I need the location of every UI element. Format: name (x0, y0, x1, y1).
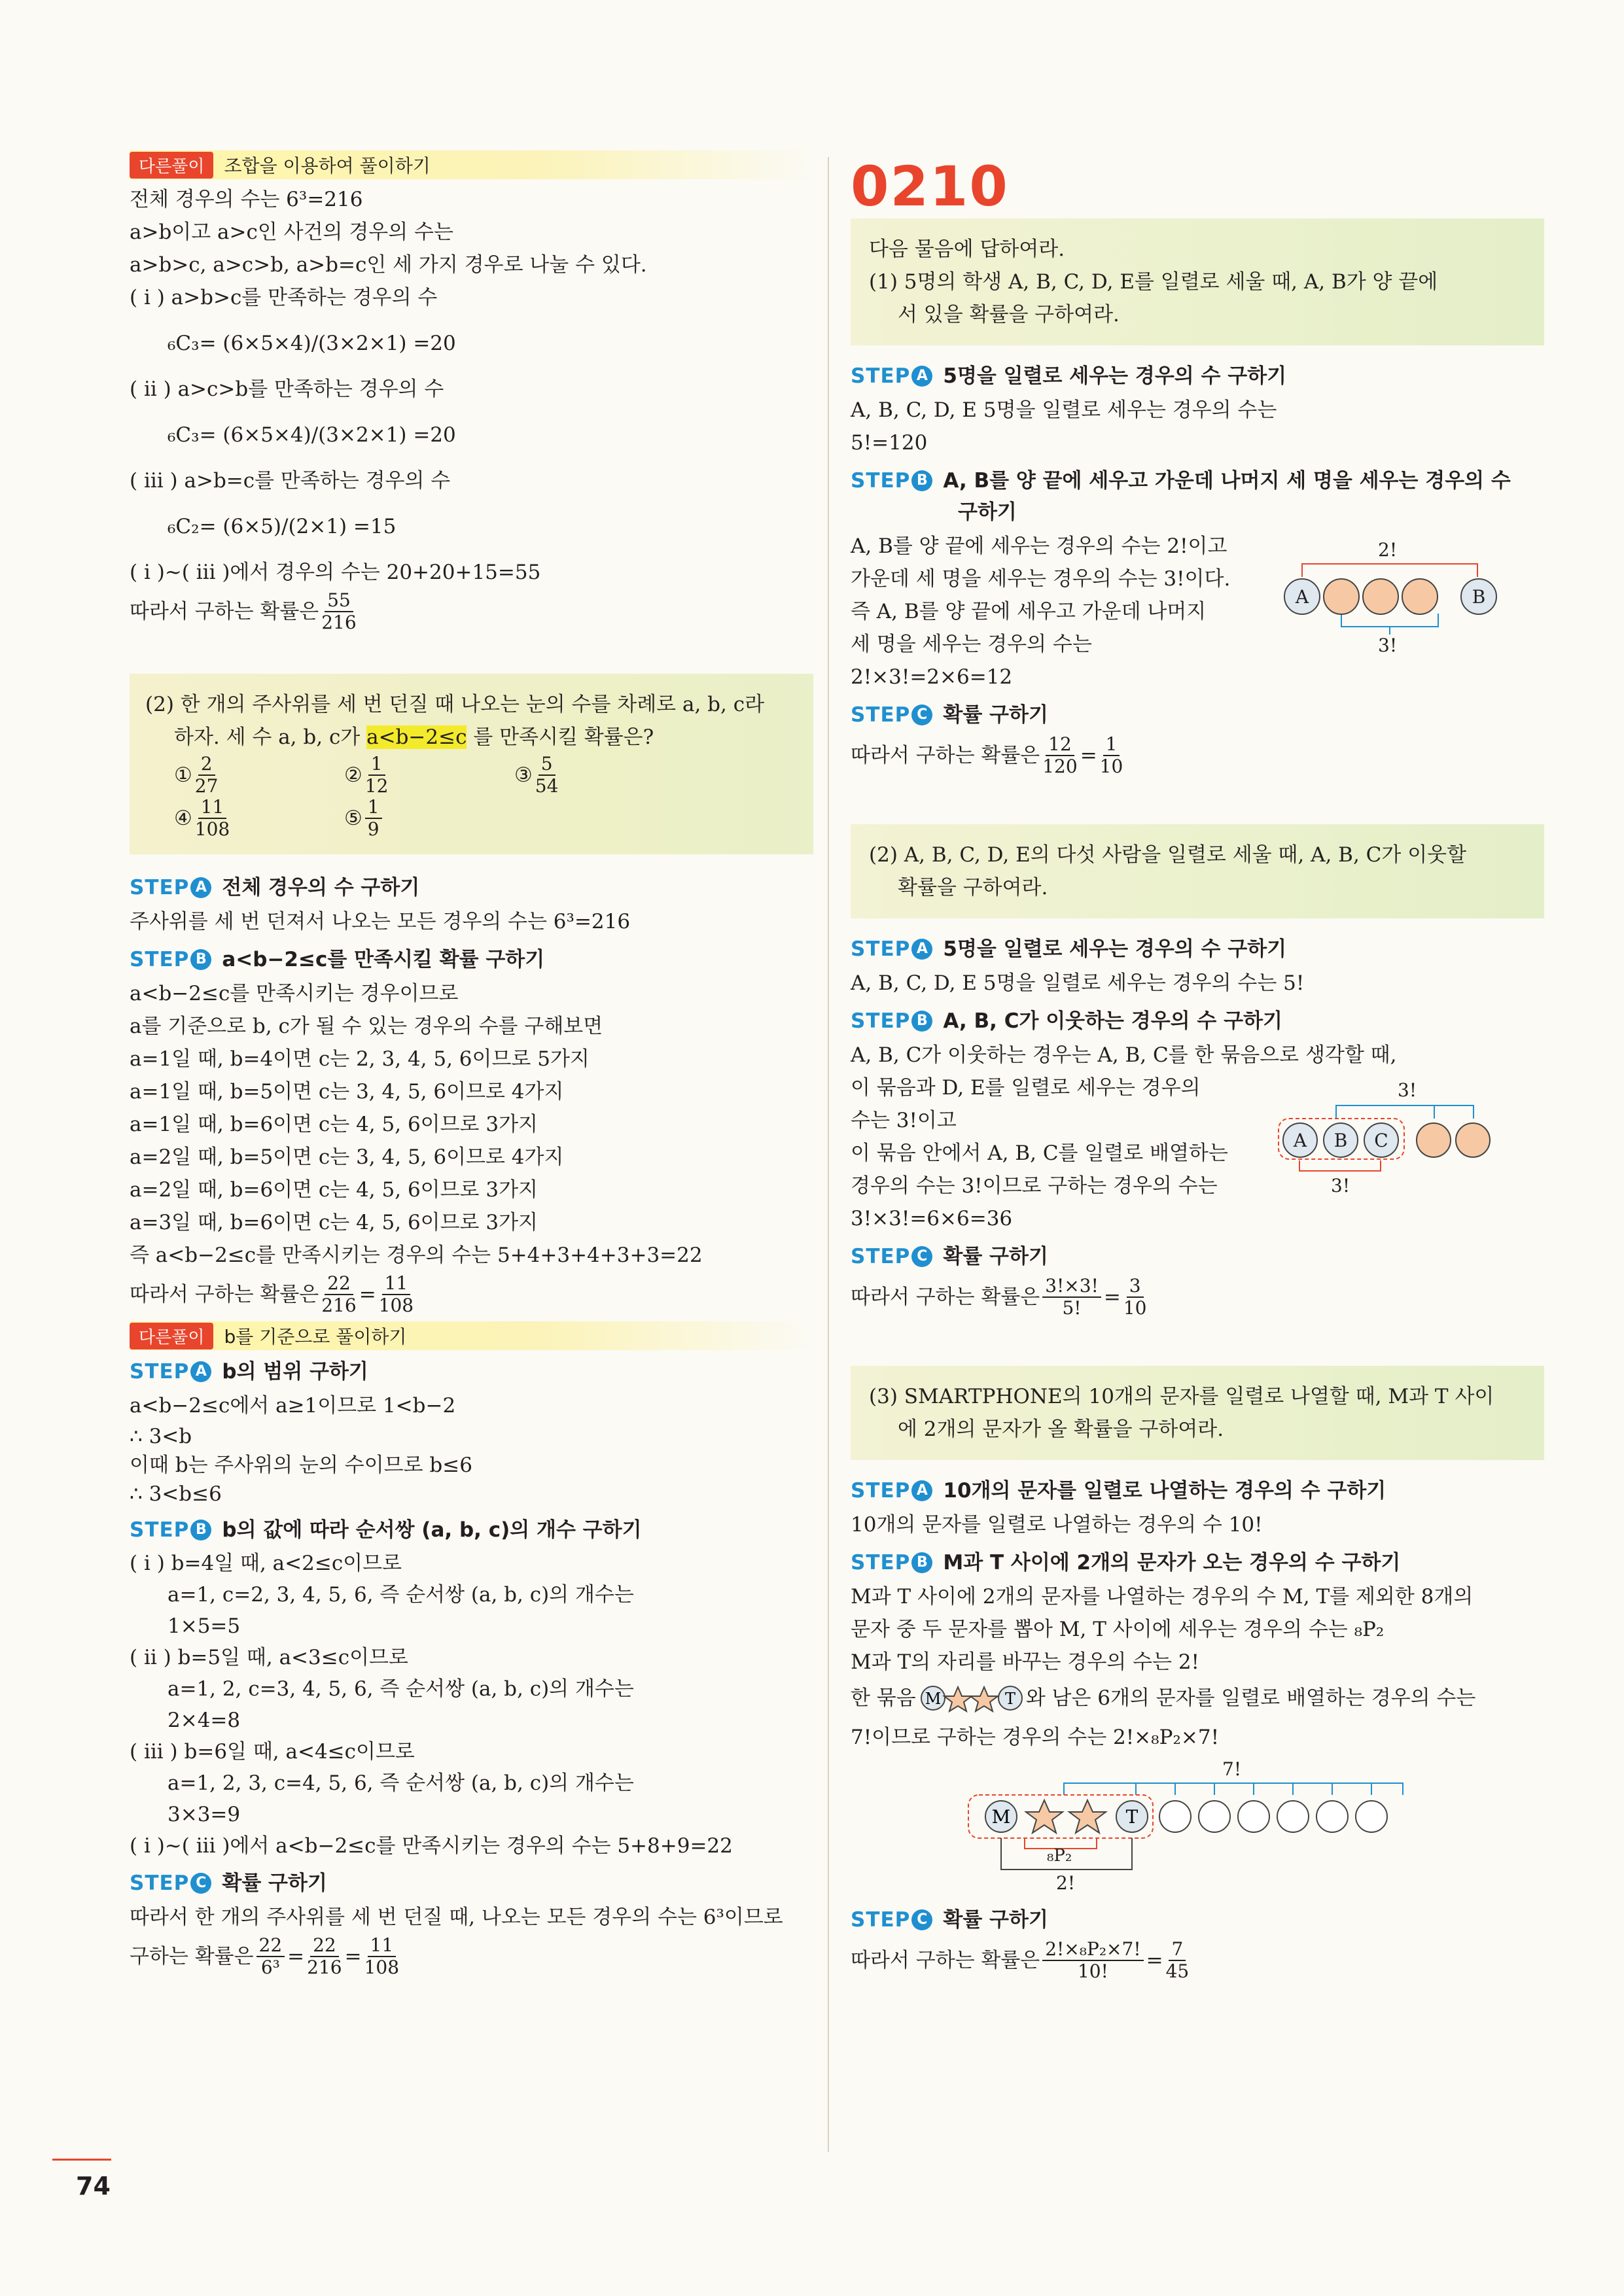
text-line: A, B, C, D, E 5명을 일렬로 세우는 경우의 수는 5! (851, 971, 1305, 995)
denominator: 6³ (260, 1957, 280, 1978)
text-line: 이 묶음과 D, E를 일렬로 세우는 경우의 (851, 1076, 1201, 1100)
step-badge: B (911, 1011, 932, 1032)
step-title: 확률 구하기 (943, 1245, 1048, 1268)
alt-solution-title: b를 기준으로 풀이하기 (224, 1326, 407, 1348)
fraction (195, 797, 230, 840)
final-label: 따라서 구하는 확률은 (851, 1949, 1040, 1972)
step-title: b의 범위 구하기 (222, 1360, 368, 1383)
question-box (851, 824, 1544, 918)
numerator: 1 (1103, 734, 1120, 756)
step-a-heading (130, 1354, 813, 1389)
step-badge: C (190, 1873, 211, 1894)
text-line: A, B, C가 이웃하는 경우는 A, B, C를 한 묶음으로 생각할 때, (851, 1043, 1397, 1067)
numerator: 2 (198, 754, 215, 776)
denominator: 54 (535, 775, 559, 797)
text-line: ( ii ) a>c>b를 만족하는 경우의 수 (130, 377, 444, 401)
text-line: M과 T 사이에 2개의 문자를 나열하는 경우의 수 M, T를 제외한 8개의 (851, 1585, 1474, 1609)
step-title: 전체 경우의 수 구하기 (222, 876, 420, 899)
t-letter: T (1125, 1806, 1139, 1828)
question-text: 하자. 세 수 a, b, c가 (174, 725, 361, 749)
denominator: 10 (1099, 756, 1123, 777)
numerator: 12 (1046, 734, 1074, 756)
text-line: 따라서 구하는 확률은 $\frac{\text{2!×₈P₂×7!}}{10!}$ = $\frac{7}{45}$ (851, 1938, 1190, 1982)
final-label: 따라서 구하는 확률은 (851, 744, 1040, 767)
page-number: 74 (76, 2172, 111, 2200)
text-line: a=1, c=2, 3, 4, 5, 6, 즉 순서쌍 (a, b, c)의 개수는 (168, 1583, 634, 1607)
denominator: 216 (321, 1295, 357, 1316)
circle-middle (1323, 578, 1360, 615)
choice-mark: ③ (514, 763, 533, 787)
fraction (379, 1273, 414, 1316)
text-line: 즉 a<b−2≤c를 만족시키는 경우의 수는 5+4+3+4+3+3=22 (130, 1244, 703, 1267)
step-a-heading (851, 1473, 1544, 1508)
denominator: 216 (321, 612, 357, 633)
numerator: 55 (325, 590, 353, 612)
fraction (1042, 734, 1077, 777)
step-badge: A (190, 1361, 211, 1382)
denominator: 120 (1042, 756, 1078, 777)
circle-b: B (1323, 1122, 1358, 1158)
m-letter: M (925, 1690, 941, 1708)
circle-c: C (1364, 1122, 1399, 1158)
step-badge: B (190, 1520, 211, 1540)
text-line: 따라서 구하는 확률은 $\frac{12}{120}$ = $\frac{1}{10}$ (851, 733, 1123, 777)
alt-solution-tag: 다른풀이 (130, 1323, 213, 1349)
step-label: STEP (851, 469, 911, 493)
step-badge: C (911, 1246, 932, 1267)
text-line: a<b−2≤c를 만족시키는 경우이므로 (130, 982, 459, 1005)
numerator: 2!×₈P₂×7! (1042, 1939, 1143, 1961)
denominator: 108 (378, 1295, 414, 1316)
denominator: 108 (364, 1957, 400, 1978)
step-c-heading (130, 1866, 813, 1901)
question-line: 에 2개의 문자가 올 확률을 구하여라. (898, 1418, 1224, 1441)
choice-2[interactable] (344, 754, 514, 797)
fraction (1100, 734, 1123, 777)
s1-block (851, 530, 1544, 693)
step-c-heading (851, 697, 1544, 733)
text-line: a=1일 때, b=6이면 c는 4, 5, 6이므로 3가지 (130, 1113, 538, 1136)
question-line: 확률을 구하여라. (898, 876, 1048, 899)
highlighted-condition: a<b−2≤c (366, 725, 467, 749)
text-line: a=1, 2, c=3, 4, 5, 6, 즉 순서쌍 (a, b, c)의 개수는 (168, 1677, 634, 1701)
text-line: 따라서 구하는 확률은 $\frac{22}{216}$ = $\frac{11}{108}$ (130, 1272, 414, 1316)
choice-mark: ⑤ (344, 807, 362, 830)
text-line: ( iii ) b=6일 때, a<4≤c이므로 (130, 1740, 415, 1764)
text-line: a=2일 때, b=6이면 c는 4, 5, 6이므로 3가지 (130, 1178, 538, 1202)
text-line: 수는 3!이고 (851, 1109, 957, 1132)
fig-perm-label: ₈P₂ (1047, 1846, 1072, 1866)
numerator: 7 (1169, 1939, 1186, 1961)
numerator: 3 (1127, 1276, 1144, 1298)
text-line: A, B, C, D, E 5명을 일렬로 세우는 경우의 수는 (851, 398, 1277, 422)
fraction (365, 754, 389, 797)
fig-top-label: 2! (1378, 539, 1398, 561)
fraction (321, 590, 356, 633)
step-label: STEP (851, 1908, 911, 1932)
question-line: 서 있을 확률을 구하여라. (898, 303, 1120, 326)
text-line: 3!×3!=6×6=36 (851, 1207, 1013, 1230)
text-line: 이 묶음 안에서 A, B, C를 일렬로 배열하는 (851, 1141, 1228, 1165)
step-b-heading (851, 1545, 1544, 1580)
text-line: ( i )~( iii )에서 경우의 수는 20+20+15=55 (130, 561, 541, 584)
numerator: 5 (538, 754, 556, 776)
fraction (307, 1935, 342, 1978)
formula-line: ₆C₃= (6×5×4)/(3×2×1) =20 (168, 423, 456, 447)
text-line: a>b이고 a>c인 사건의 경우의 수는 (130, 220, 453, 244)
text-line: 즉 A, B를 양 끝에 세우고 가운데 나머지 (851, 600, 1207, 623)
text-line: ( iii ) a>b=c를 만족하는 경우의 수 (130, 469, 451, 493)
fraction (1042, 1276, 1101, 1319)
step-title: 확률 구하기 (943, 703, 1048, 727)
text-line: A, B를 양 끝에 세우는 경우의 수는 2!이고 (851, 534, 1227, 558)
step-b-heading (851, 1003, 1544, 1039)
fraction (321, 1273, 356, 1316)
fig-bottom-label: 2! (1056, 1872, 1076, 1894)
step-badge: B (911, 1552, 932, 1573)
denominator: 5! (1062, 1297, 1082, 1319)
text-line (130, 589, 813, 635)
text-line: a=1일 때, b=5이면 c는 3, 4, 5, 6이므로 4가지 (130, 1080, 564, 1104)
problem-number: 0210 (851, 154, 1009, 218)
denominator: 9 (367, 818, 380, 840)
text-line (851, 1679, 1544, 1718)
step-badge: B (190, 949, 211, 970)
step-title: 10개의 문자를 일렬로 나열하는 경우의 수 구하기 (943, 1479, 1386, 1503)
alt-solution-header (130, 1321, 813, 1350)
step-badge: A (911, 939, 932, 960)
step-title: A, B를 양 끝에 세우고 가운데 나머지 세 명을 세우는 경우의 수 (943, 469, 1511, 493)
question-line: (2) A, B, C, D, E의 다섯 사람을 일렬로 세울 때, A, B, C가 이웃할 (869, 843, 1467, 867)
step-badge: A (911, 366, 932, 387)
step-label: STEP (851, 937, 911, 961)
final-label: 따라서 구하는 확률은 (851, 1285, 1040, 1309)
choice-5[interactable] (344, 797, 514, 840)
text-line: a=2일 때, b=5이면 c는 3, 4, 5, 6이므로 4가지 (130, 1145, 564, 1169)
fraction (364, 1935, 399, 1978)
text-part: 와 남은 6개의 문자를 일렬로 배열하는 경우의 수는 (1025, 1686, 1476, 1710)
text-line: 따라서 구하는 확률은 $\frac{3!\times 3!}{5!}$ = $\frac{3}{10}$ (851, 1275, 1147, 1319)
text-line: 구하는 확률은 $\frac{22}{\text{6³}}$ = $\frac{22}{216}$ = $\frac{11}{108}$ (130, 1934, 400, 1978)
numerator: 11 (368, 1935, 397, 1957)
question-box (851, 1366, 1544, 1460)
step-b-heading (130, 942, 813, 977)
numerator: 11 (382, 1273, 411, 1295)
denominator: 10 (1123, 1297, 1147, 1319)
text-line: a>b>c, a>c>b, a>b=c인 세 가지 경우로 나눌 수 있다. (130, 253, 647, 277)
choice-1[interactable] (174, 754, 344, 797)
text-line: ∴ 3<b≤6 (130, 1482, 222, 1506)
step-label: STEP (851, 1479, 911, 1503)
formula-line: ₆C₃= (6×5×4)/(3×2×1) =20 (168, 332, 456, 355)
fig-bottom-label: 3! (1331, 1175, 1350, 1196)
text-line: 세 명을 세우는 경우의 수는 (851, 633, 1092, 656)
final-label: 구하는 확률은 (130, 1945, 254, 1968)
question-line: (2) 한 개의 주사위를 세 번 던질 때 나오는 눈의 수를 차례로 a, b, c라 (145, 693, 765, 716)
text-line: ∴ 3<b (130, 1425, 192, 1448)
question-line: (3) SMARTPHONE의 10개의 문자를 일렬로 나열할 때, M과 T 사이 (869, 1385, 1494, 1408)
fraction (535, 754, 559, 797)
step-b-heading (130, 1512, 813, 1548)
step-badge: C (911, 1909, 932, 1930)
step-label: STEP (851, 703, 911, 727)
text-line: ( ii ) b=5일 때, a<3≤c이므로 (130, 1646, 408, 1669)
text-line: ( i )~( iii )에서 a<b−2≤c를 만족시키는 경우의 수는 5+8+9=22 (130, 1834, 733, 1858)
circle-d (1416, 1122, 1451, 1158)
numerator: 22 (325, 1273, 353, 1295)
circle-a: A (1284, 578, 1320, 615)
circle-middle (1402, 578, 1438, 615)
circle-b: B (1460, 578, 1497, 615)
text-line: a를 기준으로 b, c가 될 수 있는 경우의 수를 구해보면 (130, 1015, 603, 1038)
step-label: STEP (851, 1245, 911, 1268)
denominator: 108 (194, 818, 230, 840)
alt-solution-header (130, 150, 813, 179)
question-line: 다음 물음에 답하여라. (869, 237, 1065, 261)
step-badge: B (911, 470, 932, 491)
text-line: 이때 b는 주사위의 눈의 수이므로 b≤6 (130, 1453, 472, 1477)
left-column (130, 150, 813, 1979)
right-column (851, 154, 1544, 1983)
step-a-heading (130, 870, 813, 905)
step-badge: A (190, 877, 211, 898)
fraction (256, 1935, 285, 1978)
numerator: 3!×3! (1042, 1276, 1101, 1298)
step-label: STEP (851, 1009, 911, 1033)
fraction (365, 797, 382, 840)
fig-bottom-label: 3! (1378, 635, 1398, 656)
choice-list (145, 754, 798, 840)
question-line: (1) 5명의 학생 A, B, C, D, E를 일렬로 세울 때, A, B가 양 끝에 (869, 270, 1438, 294)
step-c-heading (851, 1239, 1544, 1274)
page-number-rule (52, 2159, 111, 2161)
denominator: 10! (1077, 1960, 1108, 1982)
text-line: a=3일 때, b=6이면 c는 4, 5, 6이므로 3가지 (130, 1211, 538, 1234)
choice-mark: ② (344, 763, 362, 787)
question-text: 를 만족시킬 확률은? (473, 725, 654, 749)
step-title: 5명을 일렬로 세우는 경우의 수 구하기 (943, 364, 1287, 388)
step-a-heading (851, 931, 1544, 967)
alt-solution-title: 조합을 이용하여 풀이하기 (224, 155, 431, 177)
step-title: a<b−2≤c를 만족시킬 확률 구하기 (222, 948, 545, 971)
step-title: 5명을 일렬로 세우는 경우의 수 구하기 (943, 937, 1287, 961)
text-line: 2!×3!=2×6=12 (851, 665, 1013, 689)
choice-3[interactable] (514, 754, 684, 797)
text-line: 1×5=5 (168, 1614, 241, 1638)
step-label: STEP (130, 1871, 190, 1895)
fraction (1166, 1939, 1190, 1982)
text-part: 한 묶음 (851, 1686, 916, 1710)
question-box (851, 218, 1544, 345)
denominator: 216 (307, 1957, 342, 1978)
text-line: a=1, 2, 3, c=4, 5, 6, 즉 순서쌍 (a, b, c)의 개수는 (168, 1771, 634, 1795)
step-title: 확률 구하기 (222, 1871, 327, 1895)
text-line: 3×3=9 (168, 1803, 241, 1826)
step-badge: C (911, 704, 932, 725)
denominator: 27 (194, 775, 219, 797)
fraction (195, 754, 219, 797)
text-line: a<b−2≤c에서 a≥1이므로 1<b−2 (130, 1394, 456, 1418)
choice-mark: ① (174, 763, 192, 787)
numerator: 11 (198, 797, 227, 819)
step-label: STEP (851, 1551, 911, 1574)
denominator: 45 (1165, 1960, 1190, 1982)
step-label: STEP (851, 364, 911, 388)
step-label: STEP (130, 948, 190, 971)
numerator: 1 (368, 754, 385, 776)
numerator: 22 (310, 1935, 339, 1957)
arrangement-figure-1 (1281, 536, 1497, 667)
choice-mark: ④ (174, 807, 192, 830)
text-line: 문자 중 두 문자를 뽑아 M, T 사이에 세우는 경우의 수는 ₈P₂ (851, 1618, 1385, 1641)
step-label: STEP (130, 1518, 190, 1542)
t-letter: T (1004, 1690, 1015, 1708)
circle-a: A (1282, 1122, 1318, 1158)
numerator: 22 (256, 1935, 285, 1957)
step-b-heading-cont (851, 495, 1544, 530)
step-label: STEP (130, 876, 190, 899)
final-label: 따라서 구하는 확률은 (130, 600, 319, 623)
text-line: a=1일 때, b=4이면 c는 2, 3, 4, 5, 6이므로 5가지 (130, 1047, 590, 1071)
text-line: M과 T의 자리를 바꾸는 경우의 수는 2! (851, 1650, 1200, 1674)
choice-4[interactable] (174, 797, 344, 840)
step-title: 구하기 (958, 500, 1017, 524)
fig-top-label: 7! (1222, 1758, 1242, 1780)
step-title: M과 T 사이에 2개의 문자가 오는 경우의 수 구하기 (943, 1551, 1401, 1574)
text-line: 10개의 문자를 일렬로 나열하는 경우의 수 10! (851, 1513, 1263, 1537)
question-box (130, 674, 813, 854)
step-badge: A (911, 1480, 932, 1501)
question-line (145, 721, 798, 754)
text-line: 2×4=8 (168, 1709, 241, 1732)
text-line: 주사위를 세 번 던져서 나오는 모든 경우의 수는 6³=216 (130, 910, 631, 933)
figure-lines (966, 1761, 1424, 1898)
text-line: 따라서 한 개의 주사위를 세 번 던질 때, 나오는 모든 경우의 수는 6³이므로 (130, 1905, 783, 1929)
text-line: 7!이므로 구하는 경우의 수는 2!×₈P₂×7! (851, 1726, 1220, 1749)
text-line: ( i ) b=4일 때, a<2≤c이므로 (130, 1552, 402, 1575)
formula-line: ₆C₂= (6×5)/(2×1) =15 (168, 515, 397, 538)
mt-group-icon (919, 1682, 1023, 1714)
alt-solution-tag: 다른풀이 (130, 152, 213, 179)
circle-e (1455, 1122, 1491, 1158)
text-line: 5!=120 (851, 431, 928, 455)
step-a-heading (851, 358, 1544, 394)
circle-middle (1362, 578, 1399, 615)
column-divider (828, 157, 829, 2152)
step-label: STEP (130, 1360, 190, 1383)
step-title: b의 값에 따라 순서쌍 (a, b, c)의 개수 구하기 (222, 1518, 642, 1542)
step-title: 확률 구하기 (943, 1908, 1048, 1932)
s2-block (851, 1071, 1544, 1235)
step-title: A, B, C가 이웃하는 경우의 수 구하기 (943, 1009, 1282, 1033)
numerator: 1 (365, 797, 382, 819)
arrangement-figure-2 (1276, 1075, 1492, 1213)
text-line: 전체 경우의 수는 6³=216 (130, 188, 363, 211)
fraction (1042, 1939, 1143, 1982)
arrangement-figure-3 (966, 1758, 1424, 1898)
text-line: 경우의 수는 3!이므로 구하는 경우의 수는 (851, 1174, 1218, 1198)
step-c-heading (851, 1902, 1544, 1938)
denominator: 12 (364, 775, 389, 797)
m-letter: M (991, 1806, 1011, 1828)
final-label: 따라서 구하는 확률은 (130, 1283, 319, 1306)
text-line: 가운데 세 명을 세우는 경우의 수는 3!이다. (851, 567, 1231, 591)
fig-top-label: 3! (1398, 1079, 1417, 1101)
text-line: ( i ) a>b>c를 만족하는 경우의 수 (130, 286, 438, 309)
step-b-heading (851, 463, 1544, 498)
fraction (1123, 1276, 1147, 1319)
